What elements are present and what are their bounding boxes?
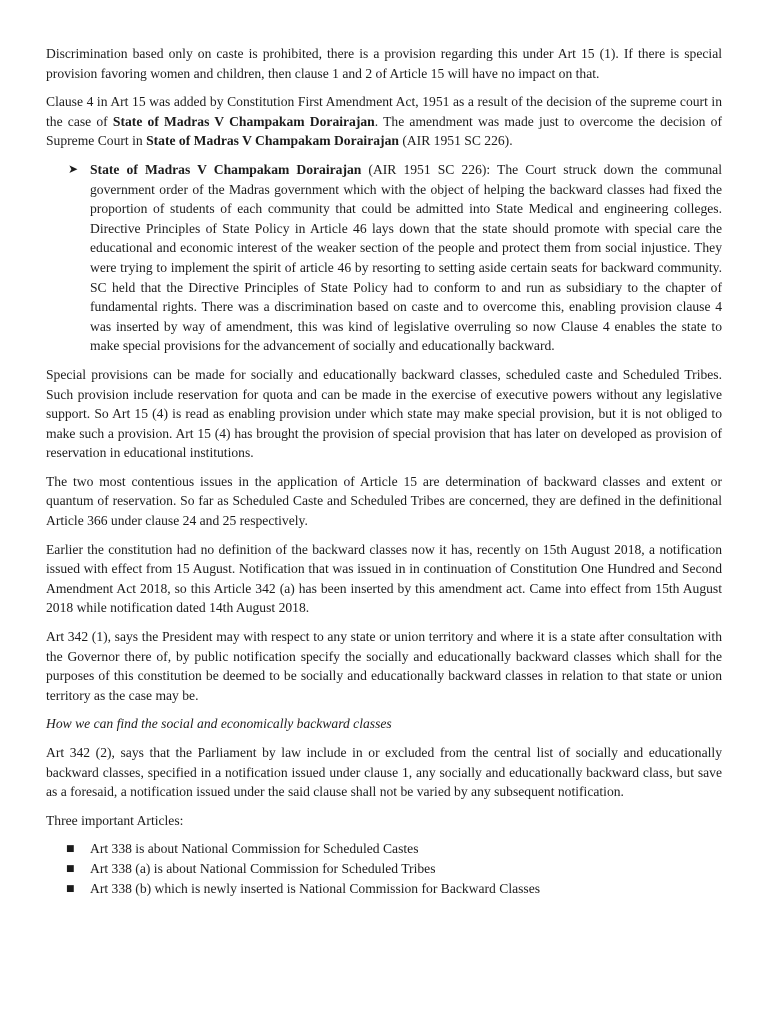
clause-4-text-a: Clause 4 in Art 15 was added by Constitution First Amendment Act, 1951 as a result of the decision of the supreme court in the case of	[46, 94, 722, 129]
list-item	[46, 859, 722, 879]
square-bullet-icon: ■	[66, 884, 75, 895]
case-name-bold: State of Madras V Champakam Dorairajan	[112, 113, 375, 129]
clause-4-text-e: (AIR 1951 SC 226).	[398, 133, 513, 149]
paragraph-special-provisions: Special provisions can be made for socially and educationally backward classes, scheduled caste and Scheduled Tribes. Such provision include reservation for quota and can be made in the exercise of executive powers without any legislative support. So Art 15 (4) is read as enabling provision under which state may make special provision, but it is not obliged to make such a provision. Art 15 (4) has brought the provision of special provision that has later on developed as provision of reservation in educational institutions.	[46, 366, 722, 461]
square-bullet-icon: ■	[66, 844, 75, 855]
paragraph-three-articles: Three important Articles:	[46, 812, 184, 828]
articles-list	[46, 839, 722, 899]
case-name-bold: State of Madras V Champakam Dorairajan	[146, 133, 399, 149]
case-note-list	[46, 160, 722, 356]
paragraph-contentious-issues: The two most contentious issues in the application of Article 15 are determination of backward classes and extent or quantum of reservation. So far as Scheduled Caste and Scheduled Tribes are concerned, they are defined in the definitional Article 366 under clause 24 and 25 respectively.	[46, 473, 722, 529]
paragraph-art-342-2: Art 342 (2), says that the Parliament by law include in or excluded from the central list of socially and educationally backward classes, specified in a notification issued under clause 1, any socially and educationally backward class, but save as a foresaid, a notification issued under the said clause shall not be varied by any subsequent notification.	[46, 745, 722, 800]
list-item	[46, 879, 722, 899]
case-note-text: (AIR 1951 SC 226): The Court struck down the communal government order of the Madras government which with the object of helping the backward classes had fixed the proportion of students of each community that could be admitted into State Medical and engineering colleges. Directive Principles of State Policy in Article 46 lays down that the state should promote with special care the educational and economic interest of the weaker section of the people and protect them from social injustice. They were trying to implement the spirit of article 46 by resorting to setting aside certain seats for backward community. SC held that the Directive Principles of State Policy had to conform to and run as subsidiary to the chapter of fundamental rights. There was a discrimination based on caste and to overcome this, enabling provision clause 4 was inserted by way of amendment, this was kind of legislative overruling so now Clause 4 enables the state to make special provisions for the advancement of socially and educationally backward.	[90, 161, 722, 354]
case-note-title: State of Madras V Champakam Dorairajan	[90, 161, 362, 177]
paragraph-clause-4	[46, 92, 722, 151]
paragraph-discrimination: Discrimination based only on caste is prohibited, there is a provision regarding this under Art 15 (1). If there is special provision favoring women and children, then clause 1 and 2 of Article 15 will have no impact on that.	[46, 46, 722, 81]
paragraph-earlier-constitution: Earlier the constitution had no definition of the backward classes now it has, recently on 15th August 2018, a notification issued with effect from 15 August. Notification that was issued in in continuation of Constitution One Hundred and Second Amendment Act 2018, so this Article 342 (a) has been inserted by this amendment act. Came into effect from 15th August 2018 while notification dated 14th August 2018.	[46, 541, 722, 616]
list-item-text: Art 338 (b) which is newly inserted is National Commission for Backward Classes	[90, 881, 541, 897]
case-note-item	[46, 160, 722, 356]
list-item-text: Art 338 is about National Commission for Scheduled Castes	[90, 841, 419, 857]
arrow-bullet-icon: ➤	[68, 161, 79, 176]
list-item-text: Art 338 (a) is about National Commission for Scheduled Tribes	[90, 861, 436, 877]
italic-heading: How we can find the social and economically backward classes	[46, 716, 392, 732]
square-bullet-icon: ■	[66, 864, 75, 875]
clause-4-text-c: . The amendment was made just to overcome the decision of Supreme Court in	[46, 113, 722, 149]
list-item	[46, 839, 722, 859]
paragraph-art-342-1: Art 342 (1), says the President may with respect to any state or union territory and where it is a state after consultation with the Governor there of, by public notification specify the socially and educationally backward classes which shall for the purposes of this constitution be deemed to be socially and educationally backward classes in relation to that state or union territory as the case may be.	[46, 629, 722, 703]
